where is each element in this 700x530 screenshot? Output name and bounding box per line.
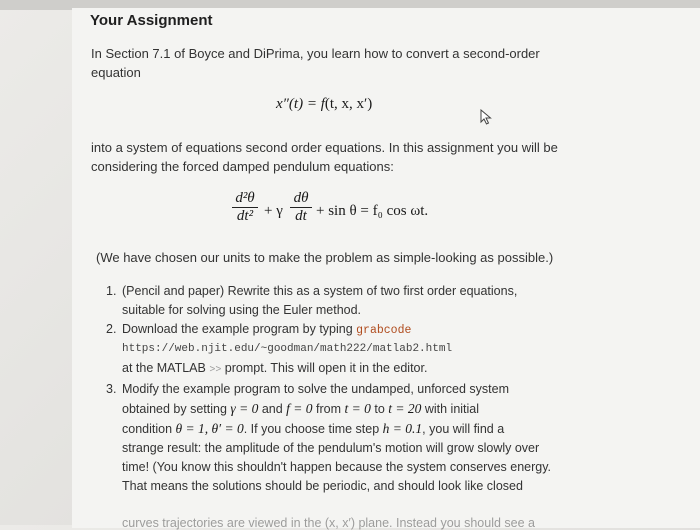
eq2-fraction-1 <box>232 190 258 225</box>
item2-line-3 <box>122 359 576 380</box>
item3-line-1: Modify the example program to solve the undamped, unforced system <box>122 382 510 396</box>
item3-text: and <box>258 402 287 416</box>
equation-pendulum <box>232 190 472 234</box>
task-list <box>106 282 576 496</box>
initial-condition: θ = 1, θ′ = 0 <box>175 421 244 436</box>
item3-line-3 <box>122 419 576 439</box>
f-zero: f = 0 <box>286 401 313 416</box>
eq2-frac1-num: d²θ <box>232 190 258 208</box>
eq2-frac2-den: dt <box>295 208 307 224</box>
item-number: 3. <box>106 382 117 396</box>
intro-line-2: equation <box>91 65 141 80</box>
intro-paragraph <box>91 44 611 82</box>
item3-line-7-cutoff: curves trajectories are viewed in the (x, x′) plane. Instead you should see a <box>122 516 535 530</box>
item3-text: to <box>370 402 389 416</box>
item1-line-1: (Pencil and paper) Rewrite this as a system of two first order equations, <box>122 284 518 298</box>
matlab-prompt: >> <box>209 365 222 376</box>
item2-line-1 <box>122 320 576 340</box>
item2-line3-post: prompt. This will open it in the editor. <box>221 361 428 375</box>
list-item <box>106 282 576 320</box>
eq1-f: f <box>320 96 325 112</box>
grabcode-command: grabcode <box>356 324 412 337</box>
eq2-tail: + sin θ = f₀ cos ωt. <box>316 203 429 219</box>
eq1-lhs: x″(t) = <box>276 96 321 112</box>
item3-text: from <box>312 402 345 416</box>
item3-text: , you will find a <box>422 422 505 436</box>
item1-line-2: suitable for solving using the Euler method. <box>122 303 362 317</box>
list-item <box>106 380 576 496</box>
eq2-plus-gamma: + γ <box>264 203 283 219</box>
mouse-pointer-icon <box>480 109 492 130</box>
t-start: t = 0 <box>344 401 371 416</box>
units-note: (We have chosen our units to make the problem as simple-looking as possible.) <box>96 250 554 265</box>
list-item <box>106 320 576 380</box>
item3-text: condition <box>122 422 176 436</box>
eq1-args: (t, x, x′) <box>324 96 373 112</box>
para2-line-2: considering the forced damped pendulum equations: <box>91 159 394 174</box>
item3-text: obtained by setting <box>122 402 231 416</box>
para2-line-1: into a system of equations second order equations. In this assignment you will be <box>91 140 558 155</box>
item3-text: . If you choose time step <box>243 422 383 436</box>
pendulum-paragraph <box>91 138 611 176</box>
item3-line-4: strange result: the amplitude of the pendulum's motion will grow slowly over <box>122 441 540 455</box>
item3-text: with initial <box>421 402 480 416</box>
item-number: 2. <box>106 322 117 336</box>
eq2-frac2-num: dθ <box>290 190 312 208</box>
time-step: h = 0.1 <box>382 421 423 436</box>
eq2-fraction-2 <box>290 190 312 225</box>
item3-line-6: That means the solutions should be periodic, and should look like closed <box>122 479 523 493</box>
item3-line-5: time! (You know this shouldn't happen because the system conserves energy. <box>122 460 552 474</box>
t-end: t = 20 <box>388 401 422 416</box>
item3-line-2 <box>122 399 576 419</box>
item-number: 1. <box>106 284 117 298</box>
page-title: Your Assignment <box>90 12 213 29</box>
eq2-frac1-den: dt² <box>236 208 254 224</box>
gamma-zero: γ = 0 <box>230 401 259 416</box>
item2-line3-pre: at the MATLAB <box>122 361 210 375</box>
item2-text: Download the example program by typing <box>122 322 357 336</box>
equation-second-order <box>276 96 372 113</box>
intro-line-1: In Section 7.1 of Boyce and DiPrima, you learn how to convert a second-order <box>91 46 540 61</box>
download-url: https://web.njit.edu/~goodman/math222/matlab2.html <box>122 343 453 355</box>
